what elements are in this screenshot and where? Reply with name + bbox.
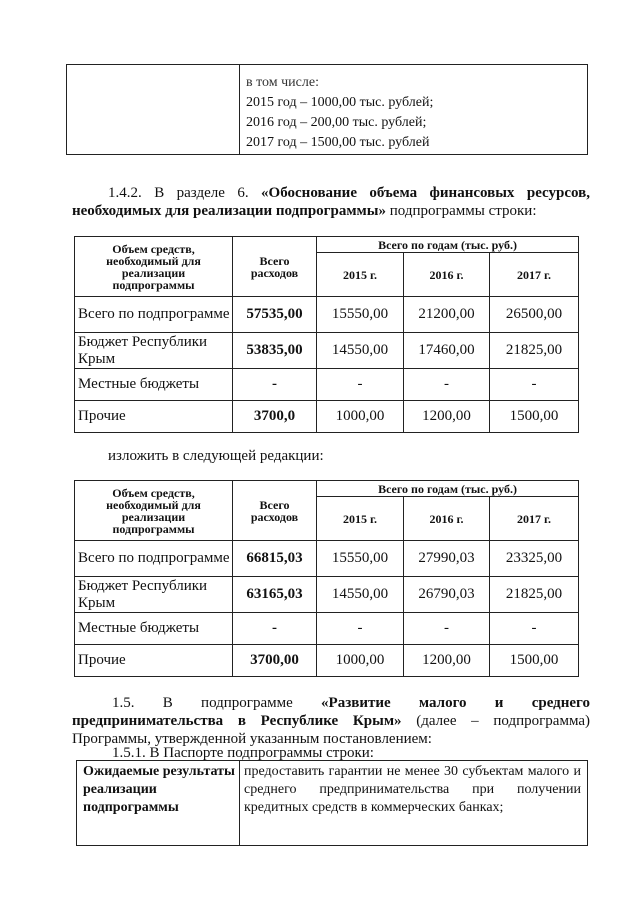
row-2015: 1000,00 xyxy=(317,645,404,677)
row-2017: - xyxy=(490,613,579,645)
old-header-2015: 2015 г. xyxy=(317,253,404,297)
row-2016: 17460,00 xyxy=(404,333,490,369)
row-2016: 1200,00 xyxy=(404,645,490,677)
para-142-prefix: 1.4.2. В разделе 6. xyxy=(108,185,262,201)
row-total: 3700,0 xyxy=(233,401,317,433)
para-142-suffix: подпрограммы строки: xyxy=(385,203,537,219)
table-row xyxy=(75,333,579,369)
old-header-volume: Объем средств, необходимый для реализации подпрограммы xyxy=(75,237,233,297)
finance-table-new xyxy=(74,480,579,677)
para-142-bold: «Обоснование объема финансовых ресурсов, необходимых для реализации подпрограммы» xyxy=(72,185,590,219)
row-2016: 1200,00 xyxy=(404,401,490,433)
row-label: Местные бюджеты xyxy=(75,613,233,645)
top-table-right-cell xyxy=(240,65,588,155)
paragraph-1-5-1: 1.5.1. В Паспорте подпрограммы строки: xyxy=(112,745,374,761)
row-2015: 14550,00 xyxy=(317,577,404,613)
row-2017: 1500,00 xyxy=(490,645,579,677)
row-2015: - xyxy=(317,613,404,645)
new-header-total: Всего расходов xyxy=(233,481,317,541)
row-label: Всего по подпрограмме xyxy=(75,541,233,577)
row-label: Прочие xyxy=(75,645,233,677)
top-line-2: 2016 год – 200,00 тыс. рублей; xyxy=(246,115,427,130)
row-2016: 21200,00 xyxy=(404,297,490,333)
row-2015: 15550,00 xyxy=(317,297,404,333)
row-label: Бюджет Республики Крым xyxy=(75,577,233,613)
row-2016: 27990,03 xyxy=(404,541,490,577)
table-row xyxy=(75,613,579,645)
results-label: Ожидаемые результаты реализации подпрограммы xyxy=(77,761,240,846)
table-row xyxy=(75,369,579,401)
row-2016: 26790,03 xyxy=(404,577,490,613)
top-line-3: 2017 год – 1500,00 тыс. рублей xyxy=(246,135,430,150)
row-label: Прочие xyxy=(75,401,233,433)
new-header-years-group: Всего по годам (тыс. руб.) xyxy=(317,481,579,497)
new-header-2017: 2017 г. xyxy=(490,497,579,541)
top-line-0: в том числе: xyxy=(246,75,319,90)
top-table xyxy=(66,64,588,155)
table-row xyxy=(75,297,579,333)
row-label: Всего по подпрограмме xyxy=(75,297,233,333)
row-total: - xyxy=(233,613,317,645)
row-2016: - xyxy=(404,369,490,401)
top-line-1: 2015 год – 1000,00 тыс. рублей; xyxy=(246,95,434,110)
results-text: предоставить гарантии не менее 30 субъектам малого и среднего предпринимательства при получении кредитных средств в коммерческих банках; xyxy=(240,761,588,846)
old-header-2016: 2016 г. xyxy=(404,253,490,297)
table-row xyxy=(75,541,579,577)
new-header-2015: 2015 г. xyxy=(317,497,404,541)
row-2015: 15550,00 xyxy=(317,541,404,577)
row-label: Бюджет Республики Крым xyxy=(75,333,233,369)
table-row xyxy=(75,645,579,677)
paragraph-1-5 xyxy=(72,694,590,748)
old-header-2017: 2017 г. xyxy=(490,253,579,297)
revision-text: изложить в следующей редакции: xyxy=(108,448,324,464)
para-15-bold: «Развитие малого и среднего предпринимательства в Республике Крым» xyxy=(72,695,590,729)
new-header-2016: 2016 г. xyxy=(404,497,490,541)
paragraph-1-4-2 xyxy=(72,184,590,220)
para-15-suffix: (далее – подпрограмма) Программы, утвержденной указанным постановлением: xyxy=(72,713,590,747)
old-header-years-group: Всего по годам (тыс. руб.) xyxy=(317,237,579,253)
results-table xyxy=(76,760,588,846)
table-row xyxy=(75,401,579,433)
old-header-total: Всего расходов xyxy=(233,237,317,297)
row-2017: - xyxy=(490,369,579,401)
row-2017: 21825,00 xyxy=(490,577,579,613)
row-2017: 23325,00 xyxy=(490,541,579,577)
row-label: Местные бюджеты xyxy=(75,369,233,401)
row-2017: 21825,00 xyxy=(490,333,579,369)
row-total: 53835,00 xyxy=(233,333,317,369)
row-total: - xyxy=(233,369,317,401)
row-total: 57535,00 xyxy=(233,297,317,333)
finance-table-old xyxy=(74,236,579,433)
row-2017: 1500,00 xyxy=(490,401,579,433)
row-2017: 26500,00 xyxy=(490,297,579,333)
top-table-left-cell xyxy=(67,65,240,155)
row-total: 66815,03 xyxy=(233,541,317,577)
row-2015: - xyxy=(317,369,404,401)
row-total: 3700,00 xyxy=(233,645,317,677)
row-2015: 1000,00 xyxy=(317,401,404,433)
row-2015: 14550,00 xyxy=(317,333,404,369)
row-total: 63165,03 xyxy=(233,577,317,613)
new-header-volume: Объем средств, необходимый для реализации подпрограммы xyxy=(75,481,233,541)
table-row xyxy=(75,577,579,613)
para-15-prefix: 1.5. В подпрограмме xyxy=(112,695,322,711)
row-2016: - xyxy=(404,613,490,645)
